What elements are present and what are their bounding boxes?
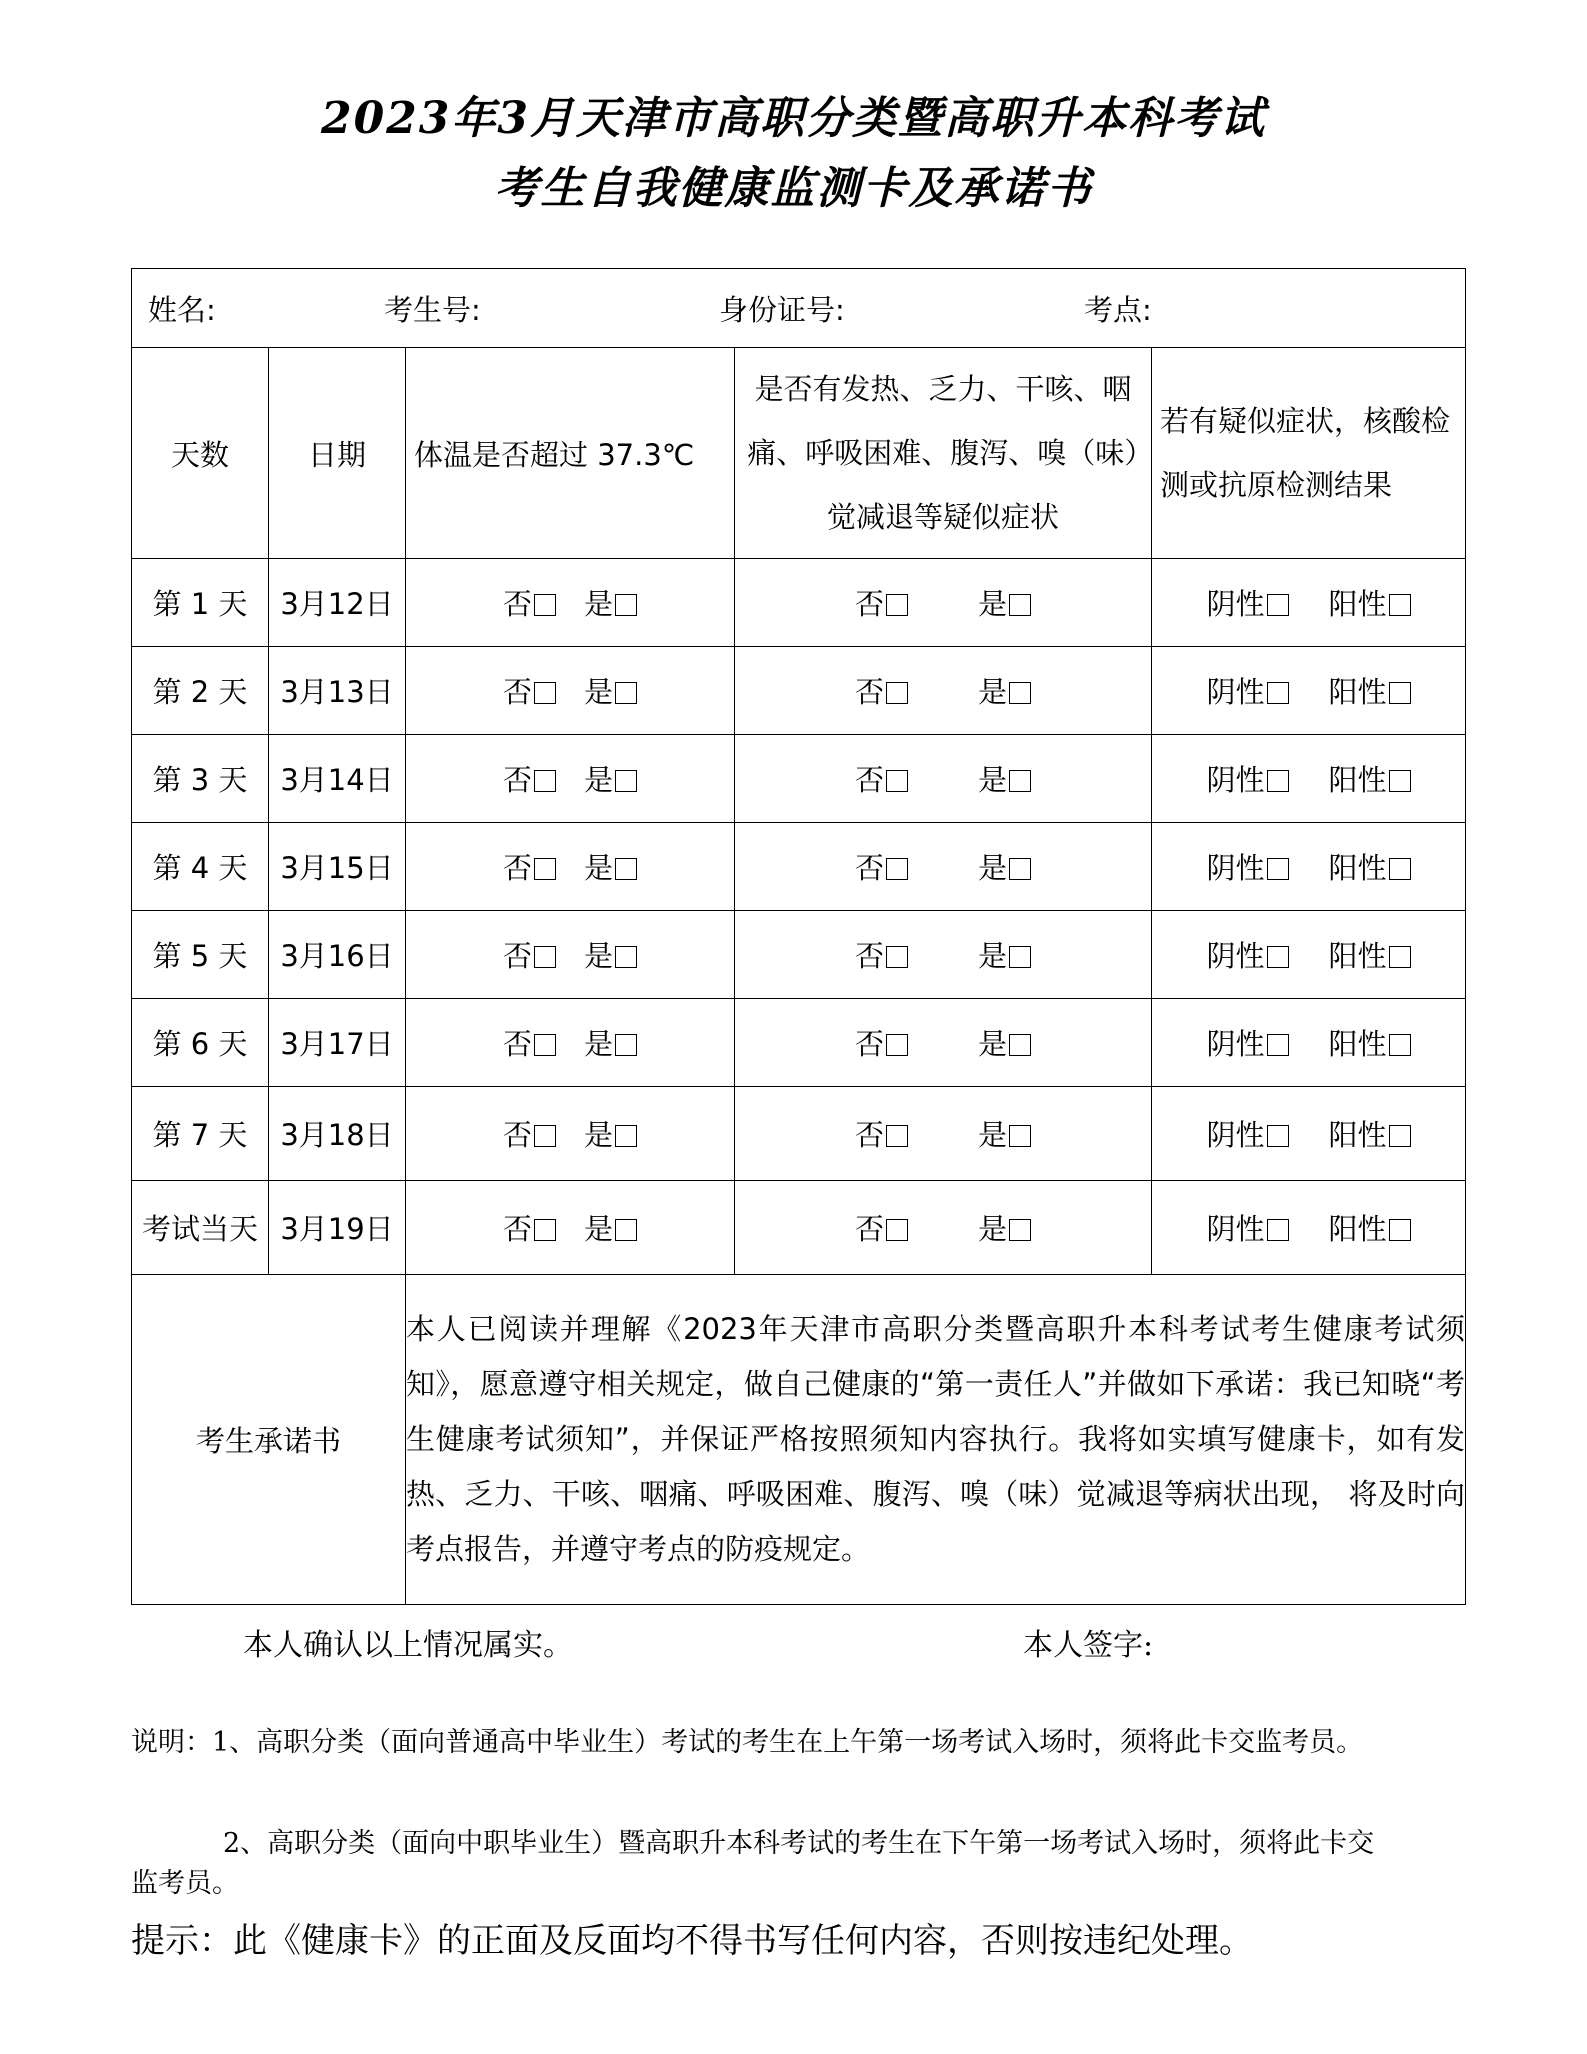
temp-yes-option[interactable] (584, 934, 637, 975)
temperature-cell (406, 559, 735, 647)
date-cell: 3月16日 (269, 911, 406, 999)
test-negative-label: 阴性 (1206, 939, 1265, 973)
temp-no-checkbox[interactable] (534, 594, 556, 616)
pledge-row (132, 1275, 1466, 1605)
temp-yes-label: 是 (584, 763, 614, 797)
test-positive-label: 阳性 (1328, 587, 1387, 621)
date-cell: 3月12日 (269, 559, 406, 647)
temp-yes-label: 是 (584, 1118, 614, 1152)
test-negative-label: 阴性 (1206, 587, 1265, 621)
symptom-yes-label: 是 (978, 1212, 1008, 1246)
symptom-no-option[interactable] (855, 1113, 908, 1154)
symptom-no-checkbox[interactable] (886, 594, 908, 616)
table-row (132, 735, 1466, 823)
test-positive-label: 阳性 (1328, 1212, 1387, 1246)
symptom-yes-label: 是 (978, 851, 1008, 885)
test-negative-checkbox[interactable] (1267, 770, 1289, 792)
test-result-cell (1152, 999, 1466, 1087)
test-result-cell (1152, 911, 1466, 999)
date-cell: 3月18日 (269, 1087, 406, 1181)
table-row (132, 647, 1466, 735)
symptom-yes-label: 是 (978, 1027, 1008, 1061)
table-row (132, 559, 1466, 647)
note-1: 说明：1、高职分类（面向普通高中毕业生）考试的考生在上午第一场考试入场时，须将此卡交监考员。 (131, 1727, 1364, 1758)
test-positive-checkbox[interactable] (1389, 682, 1411, 704)
test-negative-checkbox[interactable] (1267, 1219, 1289, 1241)
temperature-cell (406, 911, 735, 999)
day-cell: 第 6 天 (132, 999, 269, 1087)
temp-yes-checkbox[interactable] (615, 770, 637, 792)
symptom-no-label: 否 (854, 675, 884, 709)
test-positive-checkbox[interactable] (1389, 1125, 1411, 1147)
temp-yes-checkbox[interactable] (615, 1125, 637, 1147)
header-date: 日期 (269, 348, 406, 559)
symptom-yes-checkbox[interactable] (1009, 858, 1031, 880)
temp-no-option[interactable] (503, 934, 556, 975)
test-result-cell (1152, 647, 1466, 735)
test-negative-label: 阴性 (1206, 675, 1265, 709)
symptom-no-option[interactable] (855, 1207, 908, 1248)
test-result-cell (1152, 735, 1466, 823)
test-negative-option[interactable] (1206, 670, 1288, 711)
test-negative-label: 阴性 (1206, 1027, 1265, 1061)
symptom-yes-option[interactable] (978, 670, 1031, 711)
temp-yes-option[interactable] (584, 670, 637, 711)
symptom-yes-checkbox[interactable] (1009, 770, 1031, 792)
test-negative-checkbox[interactable] (1267, 594, 1289, 616)
day-cell: 第 5 天 (132, 911, 269, 999)
temp-yes-checkbox[interactable] (615, 682, 637, 704)
test-result-cell (1152, 559, 1466, 647)
symptom-yes-checkbox[interactable] (1009, 1034, 1031, 1056)
table-row (132, 999, 1466, 1087)
symptom-yes-option[interactable] (978, 1207, 1031, 1248)
temp-no-label: 否 (502, 851, 532, 885)
symptom-yes-label: 是 (978, 763, 1008, 797)
table-row (132, 1181, 1466, 1275)
confirmation-statement: 本人确认以上情况属实。 (243, 1628, 573, 1663)
test-positive-checkbox[interactable] (1389, 1219, 1411, 1241)
signature-label: 本人签字: (1023, 1628, 1154, 1663)
date-cell: 3月13日 (269, 647, 406, 735)
temp-no-checkbox[interactable] (534, 1219, 556, 1241)
temp-no-option[interactable] (503, 758, 556, 799)
test-negative-label: 阴性 (1206, 1118, 1265, 1152)
test-positive-label: 阳性 (1328, 763, 1387, 797)
symptom-no-label: 否 (854, 1027, 884, 1061)
day-cell: 第 1 天 (132, 559, 269, 647)
symptoms-cell (735, 735, 1152, 823)
symptom-no-checkbox[interactable] (886, 1034, 908, 1056)
test-positive-option[interactable] (1329, 934, 1411, 975)
test-positive-checkbox[interactable] (1389, 858, 1411, 880)
id-number-field-label: 身份证号: (719, 292, 845, 327)
header-temperature: 体温是否超过 37.3℃ (406, 348, 735, 559)
temp-no-checkbox[interactable] (534, 946, 556, 968)
temperature-cell (406, 999, 735, 1087)
test-positive-option[interactable] (1329, 1207, 1411, 1248)
symptoms-cell (735, 911, 1152, 999)
temp-no-label: 否 (502, 763, 532, 797)
tip-text: 提示：此《健康卡》的正面及反面均不得书写任何内容，否则按违纪处理。 (131, 1921, 1253, 1961)
header-day: 天数 (132, 348, 269, 559)
test-negative-option[interactable] (1206, 1113, 1288, 1154)
temp-no-label: 否 (502, 675, 532, 709)
day-cell: 第 3 天 (132, 735, 269, 823)
symptom-no-option[interactable] (855, 934, 908, 975)
test-positive-option[interactable] (1329, 846, 1411, 887)
symptom-no-option[interactable] (855, 582, 908, 623)
test-positive-label: 阳性 (1328, 1027, 1387, 1061)
test-negative-checkbox[interactable] (1267, 1034, 1289, 1056)
temp-yes-option[interactable] (584, 1022, 637, 1063)
temp-no-label: 否 (502, 1027, 532, 1061)
symptom-yes-checkbox[interactable] (1009, 594, 1031, 616)
day-cell: 第 2 天 (132, 647, 269, 735)
temp-no-option[interactable] (503, 670, 556, 711)
table-row (132, 823, 1466, 911)
test-negative-option[interactable] (1206, 846, 1288, 887)
temp-yes-option[interactable] (584, 1113, 637, 1154)
exam-site-field-label: 考点: (1084, 292, 1152, 327)
symptom-no-option[interactable] (855, 758, 908, 799)
symptom-yes-checkbox[interactable] (1009, 1219, 1031, 1241)
header-test-result: 若有疑似症状，核酸检测或抗原检测结果 (1152, 348, 1466, 559)
temperature-cell (406, 735, 735, 823)
temperature-cell (406, 647, 735, 735)
temp-yes-checkbox[interactable] (615, 858, 637, 880)
day-cell: 第 4 天 (132, 823, 269, 911)
test-result-cell (1152, 823, 1466, 911)
symptoms-cell (735, 823, 1152, 911)
test-negative-option[interactable] (1206, 1207, 1288, 1248)
test-result-cell (1152, 1087, 1466, 1181)
temp-no-label: 否 (502, 1118, 532, 1152)
test-positive-option[interactable] (1329, 1022, 1411, 1063)
pledge-label: 考生承诺书 (132, 1275, 406, 1605)
symptom-no-option[interactable] (855, 1022, 908, 1063)
test-positive-option[interactable] (1329, 582, 1411, 623)
test-positive-label: 阳性 (1328, 939, 1387, 973)
test-negative-checkbox[interactable] (1267, 858, 1289, 880)
symptoms-cell (735, 1181, 1152, 1275)
date-cell: 3月19日 (269, 1181, 406, 1275)
temp-yes-label: 是 (584, 851, 614, 885)
temp-yes-checkbox[interactable] (615, 946, 637, 968)
note-2: 2、高职分类（面向中职毕业生）暨高职升本科考试的考生在下午第一场考试入场时，须将此卡交监考员。 (131, 1828, 1375, 1899)
temperature-cell (406, 823, 735, 911)
temp-yes-option[interactable] (584, 582, 637, 623)
test-positive-checkbox[interactable] (1389, 946, 1411, 968)
symptom-no-label: 否 (854, 587, 884, 621)
temp-yes-label: 是 (584, 1027, 614, 1061)
temp-yes-label: 是 (584, 675, 614, 709)
temp-no-option[interactable] (503, 1022, 556, 1063)
symptom-no-checkbox[interactable] (886, 770, 908, 792)
symptom-no-option[interactable] (855, 846, 908, 887)
temp-no-option[interactable] (503, 582, 556, 623)
exam-number-field-label: 考生号: (384, 292, 481, 327)
symptom-no-label: 否 (854, 1212, 884, 1246)
temp-yes-option[interactable] (584, 758, 637, 799)
symptom-yes-option[interactable] (978, 846, 1031, 887)
table-header-row (132, 348, 1466, 559)
test-positive-option[interactable] (1329, 758, 1411, 799)
symptom-yes-option[interactable] (978, 758, 1031, 799)
test-negative-label: 阴性 (1206, 1212, 1265, 1246)
date-cell: 3月15日 (269, 823, 406, 911)
temp-yes-label: 是 (584, 587, 614, 621)
test-negative-option[interactable] (1206, 582, 1288, 623)
test-positive-checkbox[interactable] (1389, 594, 1411, 616)
symptoms-cell (735, 999, 1152, 1087)
temp-no-option[interactable] (503, 846, 556, 887)
test-positive-label: 阳性 (1328, 851, 1387, 885)
test-positive-label: 阳性 (1328, 1118, 1387, 1152)
symptom-yes-checkbox[interactable] (1009, 682, 1031, 704)
test-positive-option[interactable] (1329, 1113, 1411, 1154)
symptom-no-checkbox[interactable] (886, 682, 908, 704)
symptom-yes-label: 是 (978, 587, 1008, 621)
document-title-line2: 考生自我健康监测卡及承诺书 (494, 163, 1093, 214)
symptoms-cell (735, 1087, 1152, 1181)
symptom-no-checkbox[interactable] (886, 858, 908, 880)
temp-no-label: 否 (502, 939, 532, 973)
symptom-yes-option[interactable] (978, 1113, 1031, 1154)
pledge-text: 本人已阅读并理解《2023年天津市高职分类暨高职升本科考试考生健康考试须知》，愿意遵守相关规定，做自己健康的“第一责任人”并做如下承诺：我已知晓“考生健康考试须知”，并保证严格按照须知内容执行。我将如实填写健康卡，如有发热、乏力、干咳、咽痛、呼吸困难、腹泻、嗅（味）觉减退等病状出现， 将及时向考点报告，并遵守考点的防疫规定。 (406, 1275, 1466, 1605)
test-negative-checkbox[interactable] (1267, 946, 1289, 968)
temp-no-label: 否 (502, 587, 532, 621)
test-negative-option[interactable] (1206, 1022, 1288, 1063)
symptom-yes-option[interactable] (978, 934, 1031, 975)
temp-yes-checkbox[interactable] (615, 1219, 637, 1241)
symptom-yes-option[interactable] (978, 582, 1031, 623)
temp-no-checkbox[interactable] (534, 682, 556, 704)
test-positive-checkbox[interactable] (1389, 770, 1411, 792)
day-cell: 考试当天 (132, 1181, 269, 1275)
temp-no-checkbox[interactable] (534, 770, 556, 792)
table-row (132, 1087, 1466, 1181)
temp-no-checkbox[interactable] (534, 858, 556, 880)
test-negative-label: 阴性 (1206, 851, 1265, 885)
header-symptoms: 是否有发热、乏力、干咳、咽痛、呼吸困难、腹泻、嗅（味）觉减退等疑似症状 (735, 348, 1152, 559)
symptom-no-label: 否 (854, 851, 884, 885)
symptom-no-option[interactable] (855, 670, 908, 711)
symptom-yes-option[interactable] (978, 1022, 1031, 1063)
test-negative-checkbox[interactable] (1267, 1125, 1289, 1147)
temp-yes-label: 是 (584, 939, 614, 973)
examinee-info-row (132, 269, 1466, 348)
symptom-no-label: 否 (854, 939, 884, 973)
test-result-cell (1152, 1181, 1466, 1275)
temp-yes-option[interactable] (584, 846, 637, 887)
date-cell: 3月17日 (269, 999, 406, 1087)
temp-yes-label: 是 (584, 1212, 614, 1246)
symptom-yes-label: 是 (978, 1118, 1008, 1152)
table-row (132, 911, 1466, 999)
temp-yes-checkbox[interactable] (615, 1034, 637, 1056)
symptom-no-label: 否 (854, 1118, 884, 1152)
symptom-no-checkbox[interactable] (886, 946, 908, 968)
temp-no-checkbox[interactable] (534, 1125, 556, 1147)
temperature-cell (406, 1181, 735, 1275)
date-cell: 3月14日 (269, 735, 406, 823)
symptoms-cell (735, 559, 1152, 647)
test-negative-option[interactable] (1206, 758, 1288, 799)
document-title-line1: 2023年3月天津市高职分类暨高职升本科考试 (320, 93, 1267, 144)
temp-no-option[interactable] (503, 1207, 556, 1248)
test-negative-checkbox[interactable] (1267, 682, 1289, 704)
name-field-label: 姓名: (148, 292, 216, 327)
temp-no-label: 否 (502, 1212, 532, 1246)
test-negative-label: 阴性 (1206, 763, 1265, 797)
temperature-cell (406, 1087, 735, 1181)
symptom-yes-checkbox[interactable] (1009, 1125, 1031, 1147)
health-monitoring-table (131, 268, 1466, 1605)
symptom-no-checkbox[interactable] (886, 1219, 908, 1241)
symptom-yes-checkbox[interactable] (1009, 946, 1031, 968)
symptom-yes-label: 是 (978, 675, 1008, 709)
temp-no-checkbox[interactable] (534, 1034, 556, 1056)
test-positive-label: 阳性 (1328, 675, 1387, 709)
temp-no-option[interactable] (503, 1113, 556, 1154)
day-cell: 第 7 天 (132, 1087, 269, 1181)
symptom-no-label: 否 (854, 763, 884, 797)
symptom-yes-label: 是 (978, 939, 1008, 973)
temp-yes-checkbox[interactable] (615, 594, 637, 616)
test-negative-option[interactable] (1206, 934, 1288, 975)
symptom-no-checkbox[interactable] (886, 1125, 908, 1147)
symptoms-cell (735, 647, 1152, 735)
test-positive-checkbox[interactable] (1389, 1034, 1411, 1056)
temp-yes-option[interactable] (584, 1207, 637, 1248)
test-positive-option[interactable] (1329, 670, 1411, 711)
